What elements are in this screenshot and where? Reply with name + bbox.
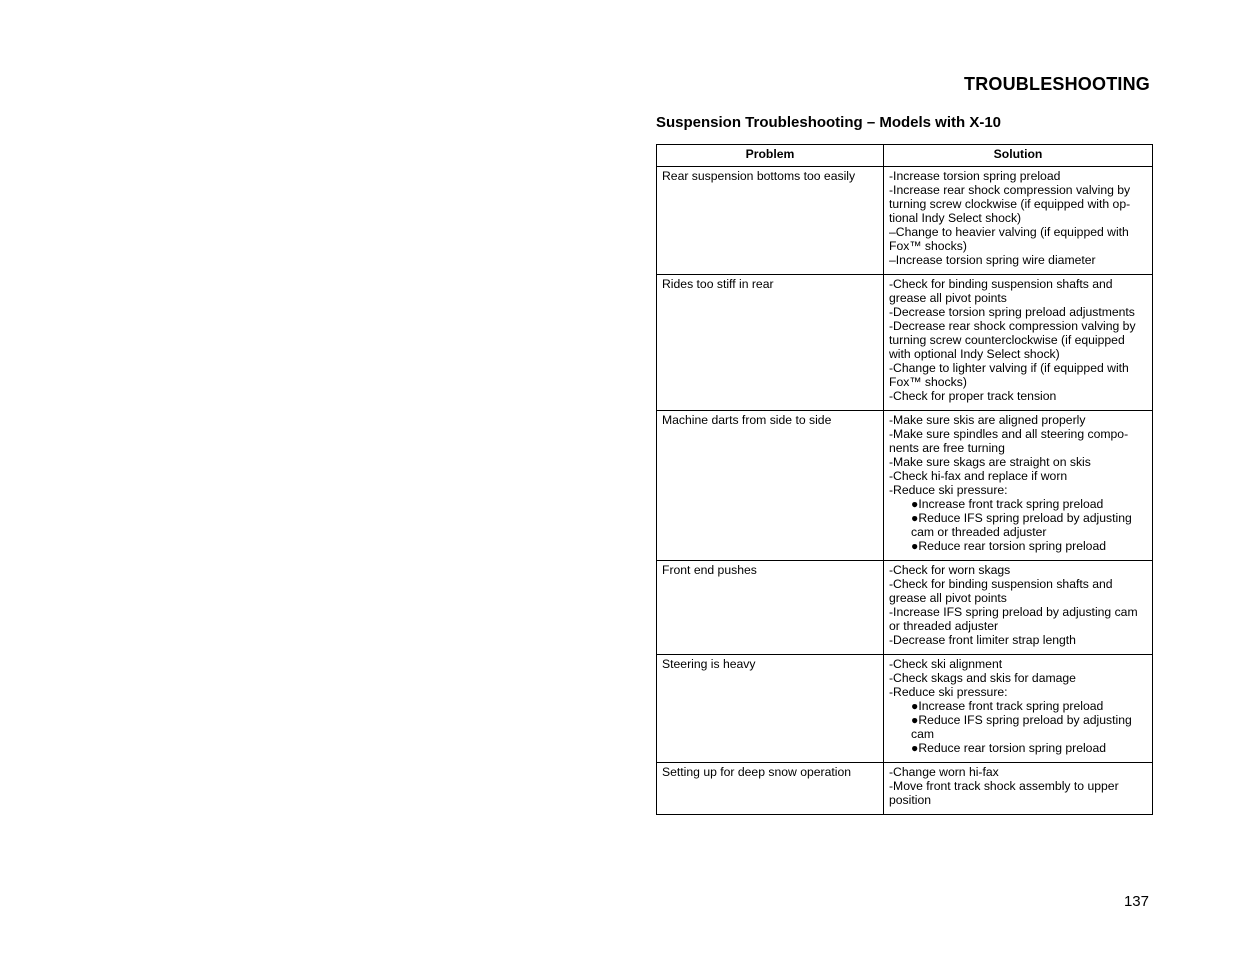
solution-item: -Reduce ski pressure: — [889, 685, 1008, 699]
solution-cell — [884, 167, 1153, 275]
solution-cell — [884, 655, 1153, 763]
problem-cell: Steering is heavy — [657, 655, 884, 763]
solution-item: -Check skags and skis for damage — [889, 671, 1076, 685]
table-row — [657, 167, 1153, 275]
solution-item: –Change to heavier valving (if equipped with Fox™ shocks) — [889, 225, 1129, 253]
table-header-row — [657, 145, 1153, 167]
solution-item: -Increase torsion spring preload — [889, 169, 1061, 183]
solution-item: -Make sure skis are aligned properly — [889, 413, 1086, 427]
solution-item: -Change worn hi-fax — [889, 765, 999, 779]
solution-item: -Make sure spindles and all steering compo-nents are free turning — [889, 427, 1129, 455]
solution-item: -Decrease torsion spring preload adjustments — [889, 305, 1135, 319]
solution-sub-item: ●Reduce rear torsion spring preload — [911, 539, 1107, 553]
solution-cell — [884, 411, 1153, 561]
solution-item: -Check ski alignment — [889, 657, 1003, 671]
solution-item: -Change to lighter valving if (if equipped with Fox™ shocks) — [889, 361, 1129, 389]
solution-item: -Check for proper track tension — [889, 389, 1057, 403]
table-row — [657, 561, 1153, 655]
page-number: 137 — [1123, 893, 1149, 910]
problem-cell: Front end pushes — [657, 561, 884, 655]
solution-sub-item: ●Reduce IFS spring preload by adjusting cam — [911, 713, 1132, 741]
solution-sub-item: ●Increase front track spring preload — [911, 497, 1104, 511]
solution-sub-item: ●Reduce IFS spring preload by adjusting cam or threaded adjuster — [911, 511, 1132, 539]
solution-item: -Reduce ski pressure: — [889, 483, 1008, 497]
solution-item: -Decrease rear shock compression valving by turning screw counterclockwise (if equipped with optional Indy Select shock) — [889, 319, 1136, 361]
table-row — [657, 655, 1153, 763]
solution-cell — [884, 275, 1153, 411]
solution-item: -Make sure skags are straight on skis — [889, 455, 1091, 469]
problem-cell: Rear suspension bottoms too easily — [657, 167, 884, 275]
solution-item: -Check for worn skags — [889, 563, 1011, 577]
solution-sub-item: ●Increase front track spring preload — [911, 699, 1104, 713]
solution-item: -Check for binding suspension shafts and grease all pivot points — [889, 277, 1113, 305]
table-title: Suspension Troubleshooting – Models with X-10 — [656, 114, 1002, 131]
solution-cell — [884, 763, 1153, 815]
column-header-problem: Problem — [657, 145, 884, 167]
table-row — [657, 275, 1153, 411]
troubleshooting-table — [656, 144, 1153, 815]
solution-item: -Move front track shock assembly to upper position — [889, 779, 1119, 807]
table-row — [657, 763, 1153, 815]
solution-item: -Increase rear shock compression valving by turning screw clockwise (if equipped with op-tional Indy Select shock) — [889, 183, 1131, 225]
solution-item: -Check hi-fax and replace if worn — [889, 469, 1068, 483]
column-header-solution: Solution — [884, 145, 1153, 167]
problem-cell: Machine darts from side to side — [657, 411, 884, 561]
solution-item: -Check for binding suspension shafts and grease all pivot points — [889, 577, 1113, 605]
solution-cell — [884, 561, 1153, 655]
solution-item: -Increase IFS spring preload by adjusting cam or threaded adjuster — [889, 605, 1138, 633]
table-row — [657, 411, 1153, 561]
solution-item: –Increase torsion spring wire diameter — [889, 253, 1096, 267]
problem-cell: Setting up for deep snow operation — [657, 763, 884, 815]
table-body — [657, 167, 1153, 815]
solution-item: -Decrease front limiter strap length — [889, 633, 1076, 647]
solution-sub-item: ●Reduce rear torsion spring preload — [911, 741, 1107, 755]
section-title: TROUBLESHOOTING — [964, 74, 1150, 94]
problem-cell: Rides too stiff in rear — [657, 275, 884, 411]
